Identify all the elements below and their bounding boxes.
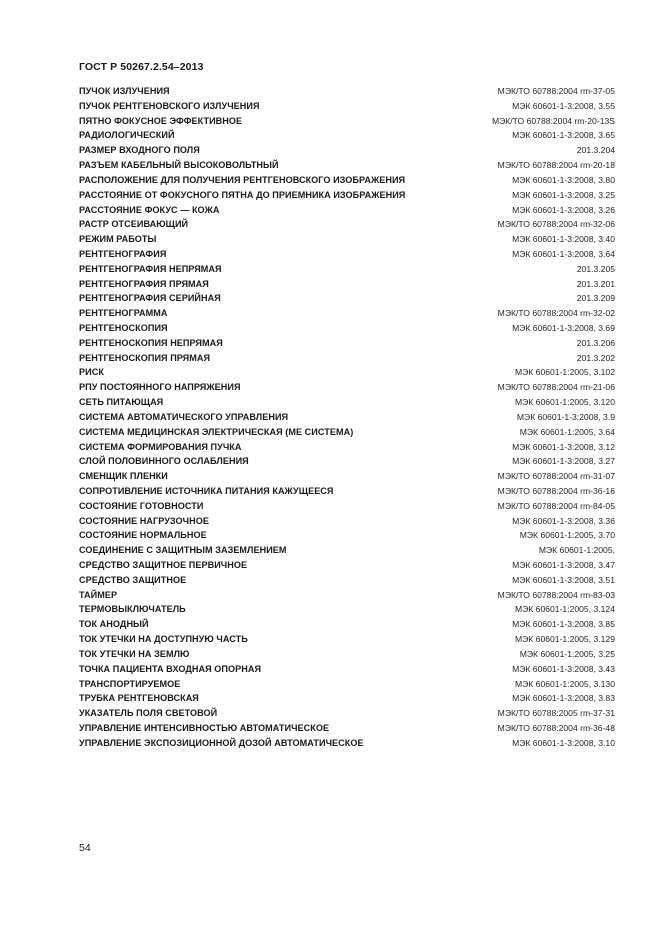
term-reference: МЭК/ТО 60788:2004 rm-37-05 xyxy=(497,86,615,96)
term-name: СОЕДИНЕНИЕ С ЗАЩИТНЫМ ЗАЗЕМЛЕНИЕМ xyxy=(79,545,287,556)
term-reference: МЭК 60601-1-3:2008, 3.36 xyxy=(512,515,615,526)
term-entry-row xyxy=(79,677,615,692)
term-entry-row xyxy=(79,514,615,529)
term-entry-row xyxy=(79,602,615,617)
term-entry-row xyxy=(79,706,615,721)
term-reference: 201.3.206 xyxy=(576,337,615,348)
term-entry-row xyxy=(79,84,615,99)
term-name: ТОК УТЕЧКИ НА ЗЕМЛЮ xyxy=(79,648,190,659)
term-name: РЕЖИМ РАБОТЫ xyxy=(79,234,157,245)
term-entry-row xyxy=(79,484,615,499)
term-name: РЕНТГЕНОСКОПИЯ НЕПРЯМАЯ xyxy=(79,337,223,348)
term-entry-row xyxy=(79,203,615,218)
term-reference: МЭК/ТО 60788:2004 rm-36-48 xyxy=(497,722,615,733)
term-name: ТОЧКА ПАЦИЕНТА ВХОДНАЯ ОПОРНАЯ xyxy=(79,663,262,674)
term-reference: 201.3.209 xyxy=(576,293,615,304)
term-reference: МЭК 60601-1:2005, 3.70 xyxy=(519,530,615,541)
term-entry-row xyxy=(79,691,615,706)
term-name: РЕНТГЕНОГРАММА xyxy=(79,308,168,319)
term-name: РАССТОЯНИЕ ОТ ФОКУСНОГО ПЯТНА ДО ПРИЕМНИКА ИЗОБРАЖЕНИЯ xyxy=(79,189,406,200)
term-reference: МЭК 60601-1:2005, 3.124 xyxy=(514,604,615,615)
term-reference: МЭК 60601-1:2005, 3.129 xyxy=(514,634,615,645)
term-name: УПРАВЛЕНИЕ ИНТЕНСИВНОСТЬЮ АВТОМАТИЧЕСКОЕ xyxy=(79,722,330,733)
term-reference: МЭК 60601-1-3:2008, 3.51 xyxy=(512,574,615,585)
term-reference: МЭК/ТО 60788:2004 rm-20-18 xyxy=(497,160,615,171)
term-name: СЛОЙ ПОЛОВИННОГО ОСЛАБЛЕНИЯ xyxy=(79,456,249,467)
term-name: ТЕРМОВЫКЛЮЧАТЕЛЬ xyxy=(79,604,186,615)
term-name: ТРУБКА РЕНТГЕНОВСКАЯ xyxy=(79,693,199,704)
term-entry-row xyxy=(79,291,615,306)
term-name: СМЕНЩИК ПЛЕНКИ xyxy=(79,471,168,482)
term-name: РАЗЪЕМ КАБЕЛЬНЫЙ ВЫСОКОВОЛЬТНЫЙ xyxy=(79,160,279,171)
term-entry-row xyxy=(79,469,615,484)
term-reference: МЭК 60601-1:2005, xyxy=(538,545,615,556)
term-entry-row xyxy=(79,99,615,114)
term-reference: МЭК 60601-1-3:2008, 3.55 xyxy=(512,100,615,111)
term-name: СЕТЬ ПИТАЮЩАЯ xyxy=(79,397,164,408)
term-name: УПРАВЛЕНИЕ ЭКСПОЗИЦИОННОЙ ДОЗОЙ АВТОМАТИЧЕСКОЕ xyxy=(79,737,364,748)
term-entry-row xyxy=(79,188,615,203)
term-name: РИСК xyxy=(79,367,104,378)
term-entry-row xyxy=(79,543,615,558)
term-name: СИСТЕМА АВТОМАТИЧЕСКОГО УПРАВЛЕНИЯ xyxy=(79,411,289,422)
term-name: ПЯТНО ФОКУСНОЕ ЭФФЕКТИВНОЕ xyxy=(79,115,243,126)
term-entry-row xyxy=(79,499,615,514)
term-name: РЕНТГЕНОСКОПИЯ xyxy=(79,323,168,333)
term-reference: МЭК 60601-1-3:2008, 3.65 xyxy=(512,130,615,141)
term-name: СИСТЕМА МЕДИЦИНСКАЯ ЭЛЕКТРИЧЕСКАЯ (МЕ СИСТЕМА) xyxy=(79,426,354,437)
term-name: РАСПОЛОЖЕНИЕ ДЛЯ ПОЛУЧЕНИЯ РЕНТГЕНОВСКОГО ИЗОБРАЖЕНИЯ xyxy=(79,174,406,185)
term-reference: МЭК 60601-1-3:2008, 3.47 xyxy=(512,560,615,570)
term-reference: МЭК 60601-1:2005, 3.102 xyxy=(514,367,615,378)
term-entry-row xyxy=(79,365,615,380)
term-name: РАДИОЛОГИЧЕСКИЙ xyxy=(79,130,175,141)
page-number: 54 xyxy=(79,842,91,854)
term-reference: МЭК 60601-1-3:2008, 3.69 xyxy=(512,323,615,333)
term-entry-row xyxy=(79,647,615,662)
term-entry-row xyxy=(79,440,615,455)
term-name: ТОК УТЕЧКИ НА ДОСТУПНУЮ ЧАСТЬ xyxy=(79,634,248,645)
term-entry-row xyxy=(79,277,615,292)
term-entry-row xyxy=(79,588,615,603)
term-entry-row xyxy=(79,395,615,410)
term-name: СОСТОЯНИЕ НОРМАЛЬНОЕ xyxy=(79,530,207,541)
term-name: СОПРОТИВЛЕНИЕ ИСТОЧНИКА ПИТАНИЯ КАЖУЩЕЕСЯ xyxy=(79,485,334,496)
term-entry-row xyxy=(79,232,615,247)
term-name: ПУЧОК РЕНТГЕНОВСКОГО ИЗЛУЧЕНИЯ xyxy=(79,100,260,111)
term-entry-row xyxy=(79,528,615,543)
term-reference: МЭК 60601-1-3:2008, 3.10 xyxy=(512,737,615,748)
term-entry-row xyxy=(79,662,615,677)
term-reference: МЭК 60601-1-3:2008, 3.83 xyxy=(512,693,615,704)
term-name: УКАЗАТЕЛЬ ПОЛЯ СВЕТОВОЙ xyxy=(79,708,218,719)
term-reference: МЭК/ТО 60788:2005 rm-37-31 xyxy=(497,708,615,719)
term-entry-row xyxy=(79,306,615,321)
term-entry-row xyxy=(79,425,615,440)
term-name: РЕНТГЕНОГРАФИЯ СЕРИЙНАЯ xyxy=(79,293,221,304)
term-name: СРЕДСТВО ЗАЩИТНОЕ xyxy=(79,574,187,585)
term-entry-row xyxy=(79,380,615,395)
term-entry-row xyxy=(79,173,615,188)
term-name: ТРАНСПОРТИРУЕМОЕ xyxy=(79,678,181,689)
term-entry-row xyxy=(79,632,615,647)
term-reference: МЭК 60601-1-3:2008, 3.40 xyxy=(512,234,615,245)
document-header: ГОСТ Р 50267.2.54–2013 xyxy=(79,61,204,73)
term-name: РАССТОЯНИЕ ФОКУС — КОЖА xyxy=(79,204,220,215)
term-reference: МЭК 60601-1-3:2008, 3.27 xyxy=(512,456,615,467)
term-entry-row xyxy=(79,558,615,573)
term-reference: МЭК/ТО 60788:2004 rm-31-07 xyxy=(497,471,615,482)
term-name: СОСТОЯНИЕ НАГРУЗОЧНОЕ xyxy=(79,515,209,526)
term-reference: 201.3.205 xyxy=(576,263,615,274)
term-entry-row xyxy=(79,143,615,158)
term-entry-row xyxy=(79,114,615,129)
term-reference: МЭК 60601-1:2005, 3.130 xyxy=(514,678,615,689)
term-reference: 201.3.204 xyxy=(576,145,615,156)
term-entry-row xyxy=(79,617,615,632)
term-entry-row xyxy=(79,721,615,736)
term-reference: МЭК 60601-1-3:2008, 3.26 xyxy=(512,204,615,215)
term-reference: МЭК 60601-1-3:2008, 3.9 xyxy=(516,411,615,422)
term-reference: МЭК 60601-1-3:2008, 3.12 xyxy=(512,441,615,452)
term-name: РЕНТГЕНОГРАФИЯ НЕПРЯМАЯ xyxy=(79,263,222,274)
term-reference: 201.3.201 xyxy=(576,278,615,289)
term-reference: МЭК 60601-1-3:2008, 3.25 xyxy=(512,189,615,200)
term-entry-row xyxy=(79,217,615,232)
term-reference: МЭК 60601-1:2005, 3.64 xyxy=(519,426,615,437)
term-reference: МЭК/ТО 60788:2004 rm-32-06 xyxy=(497,219,615,230)
term-entry-row xyxy=(79,262,615,277)
term-entry-row xyxy=(79,336,615,351)
term-name: РПУ ПОСТОЯННОГО НАПРЯЖЕНИЯ xyxy=(79,382,241,393)
term-name: ПУЧОК ИЗЛУЧЕНИЯ xyxy=(79,86,170,96)
term-reference: МЭК 60601-1-3:2008, 3.64 xyxy=(512,248,615,259)
term-reference: МЭК 60601-1-3:2008, 3.80 xyxy=(512,174,615,185)
term-name: СРЕДСТВО ЗАЩИТНОЕ ПЕРВИЧНОЕ xyxy=(79,560,248,570)
term-name: РАЗМЕР ВХОДНОГО ПОЛЯ xyxy=(79,145,200,156)
term-name: РЕНТГЕНОГРАФИЯ ПРЯМАЯ xyxy=(79,278,209,289)
term-reference: МЭК 60601-1:2005, 3.120 xyxy=(514,397,615,408)
term-reference: МЭК/ТО 60788:2004 rm-32-02 xyxy=(497,308,615,319)
term-reference: МЭК 60601-1-3:2008, 3.85 xyxy=(512,619,615,630)
term-index-list xyxy=(79,84,615,751)
term-name: ТОК АНОДНЫЙ xyxy=(79,619,149,630)
term-name: СИСТЕМА ФОРМИРОВАНИЯ ПУЧКА xyxy=(79,441,242,452)
term-reference: МЭК 60601-1:2005, 3.25 xyxy=(519,648,615,659)
term-entry-row xyxy=(79,736,615,751)
term-reference: 201.3.202 xyxy=(576,352,615,363)
term-reference: МЭК/ТО 60788:2004 rm-20-13S xyxy=(491,115,615,126)
term-entry-row xyxy=(79,573,615,588)
term-reference: МЭК 60601-1-3:2008, 3.43 xyxy=(512,663,615,674)
term-name: ТАЙМЕР xyxy=(79,589,118,600)
term-name: РЕНТГЕНОГРАФИЯ xyxy=(79,248,167,259)
term-entry-row xyxy=(79,454,615,469)
term-entry-row xyxy=(79,247,615,262)
term-entry-row xyxy=(79,321,615,336)
term-reference: МЭК/ТО 60788:2004 rm-84-05 xyxy=(497,500,615,511)
term-entry-row xyxy=(79,410,615,425)
term-reference: МЭК/ТО 60788:2004 rm-83-03 xyxy=(497,589,615,600)
term-entry-row xyxy=(79,128,615,143)
term-name: РАСТР ОТСЕИВАЮЩИЙ xyxy=(79,219,189,230)
term-entry-row xyxy=(79,351,615,366)
term-entry-row xyxy=(79,158,615,173)
term-reference: МЭК/ТО 60788:2004 rm-21-06 xyxy=(497,382,615,393)
term-name: СОСТОЯНИЕ ГОТОВНОСТИ xyxy=(79,500,204,511)
term-reference: МЭК/ТО 60788:2004 rm-36-16 xyxy=(497,485,615,496)
term-name: РЕНТГЕНОСКОПИЯ ПРЯМАЯ xyxy=(79,352,211,363)
